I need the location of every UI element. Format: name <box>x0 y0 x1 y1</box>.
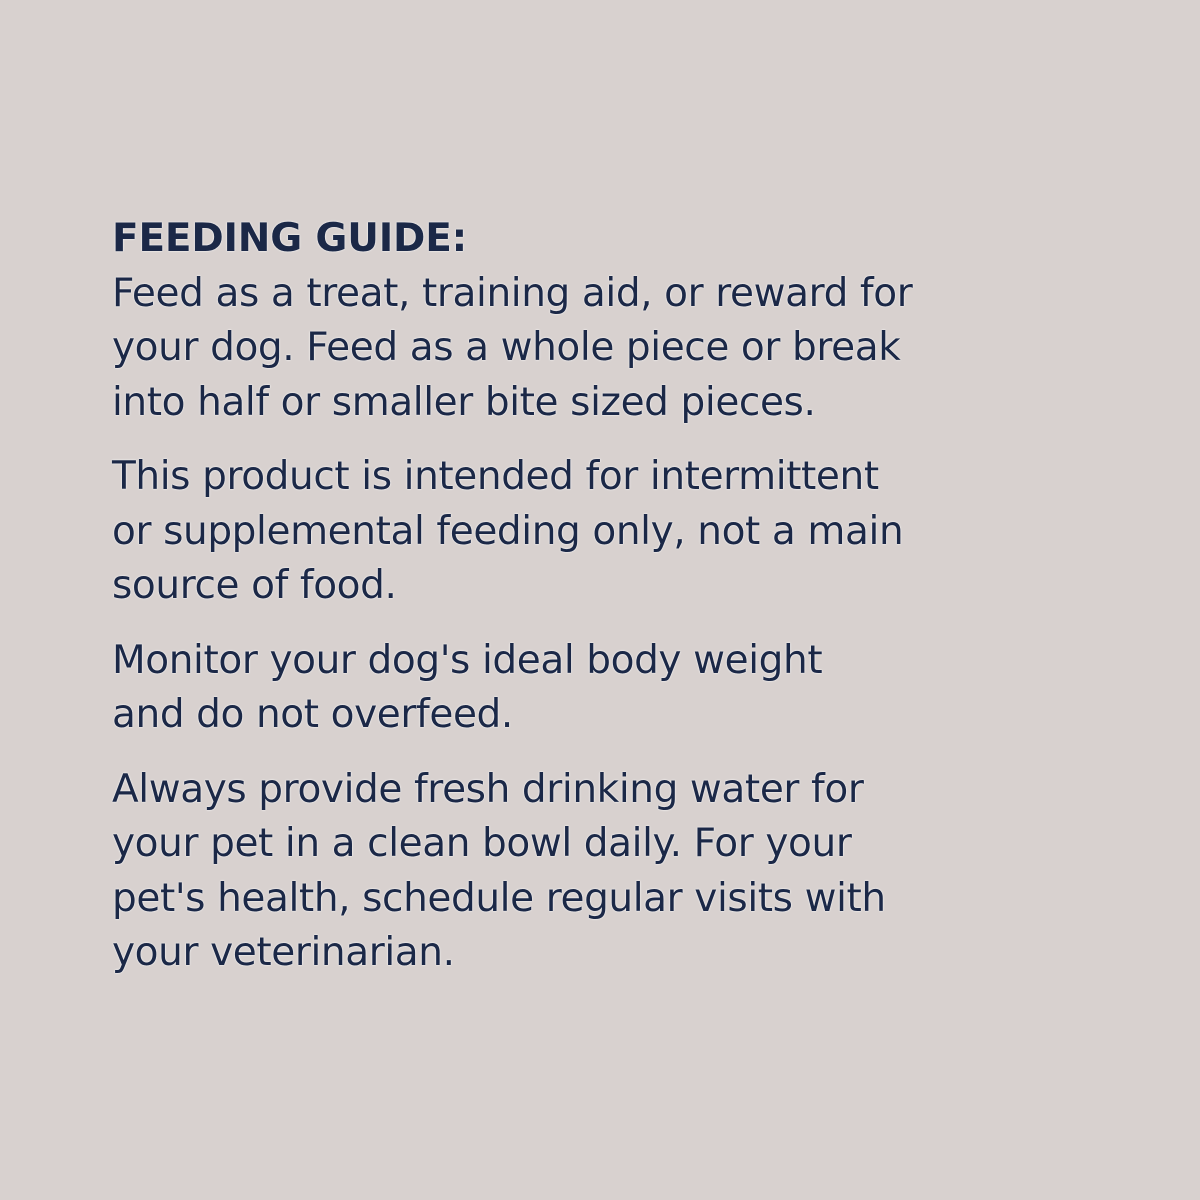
paragraph-line: your dog. Feed as a whole piece or break <box>112 325 901 370</box>
feeding-instructions-paragraph <box>112 267 972 431</box>
paragraph-line: into half or smaller bite sized pieces. <box>112 379 816 425</box>
paragraph-line: your pet in a clean bowl daily. For your <box>112 821 852 866</box>
paragraph-line: or supplemental feeding only, not a main <box>112 508 904 554</box>
feeding-guide-heading: FEEDING GUIDE: <box>112 216 468 261</box>
intended-use-paragraph <box>112 450 972 614</box>
weight-monitoring-paragraph <box>112 634 972 743</box>
paragraph-line: Always provide fresh drinking water for <box>112 766 864 812</box>
paragraph-line: source of food. <box>112 563 397 608</box>
water-and-vet-paragraph <box>112 763 972 981</box>
paragraph-line: your veterinarian. <box>112 930 455 975</box>
paragraph-line: Feed as a treat, training aid, or reward for <box>112 270 913 316</box>
paragraph-line: Monitor your dog's ideal body weight <box>112 637 823 683</box>
paragraph-line: and do not overfeed. <box>112 692 513 737</box>
paragraph-line: This product is intended for intermittent <box>112 454 879 499</box>
paragraph-line: pet's health, schedule regular visits with <box>112 875 886 921</box>
feeding-guide-content <box>112 212 972 981</box>
